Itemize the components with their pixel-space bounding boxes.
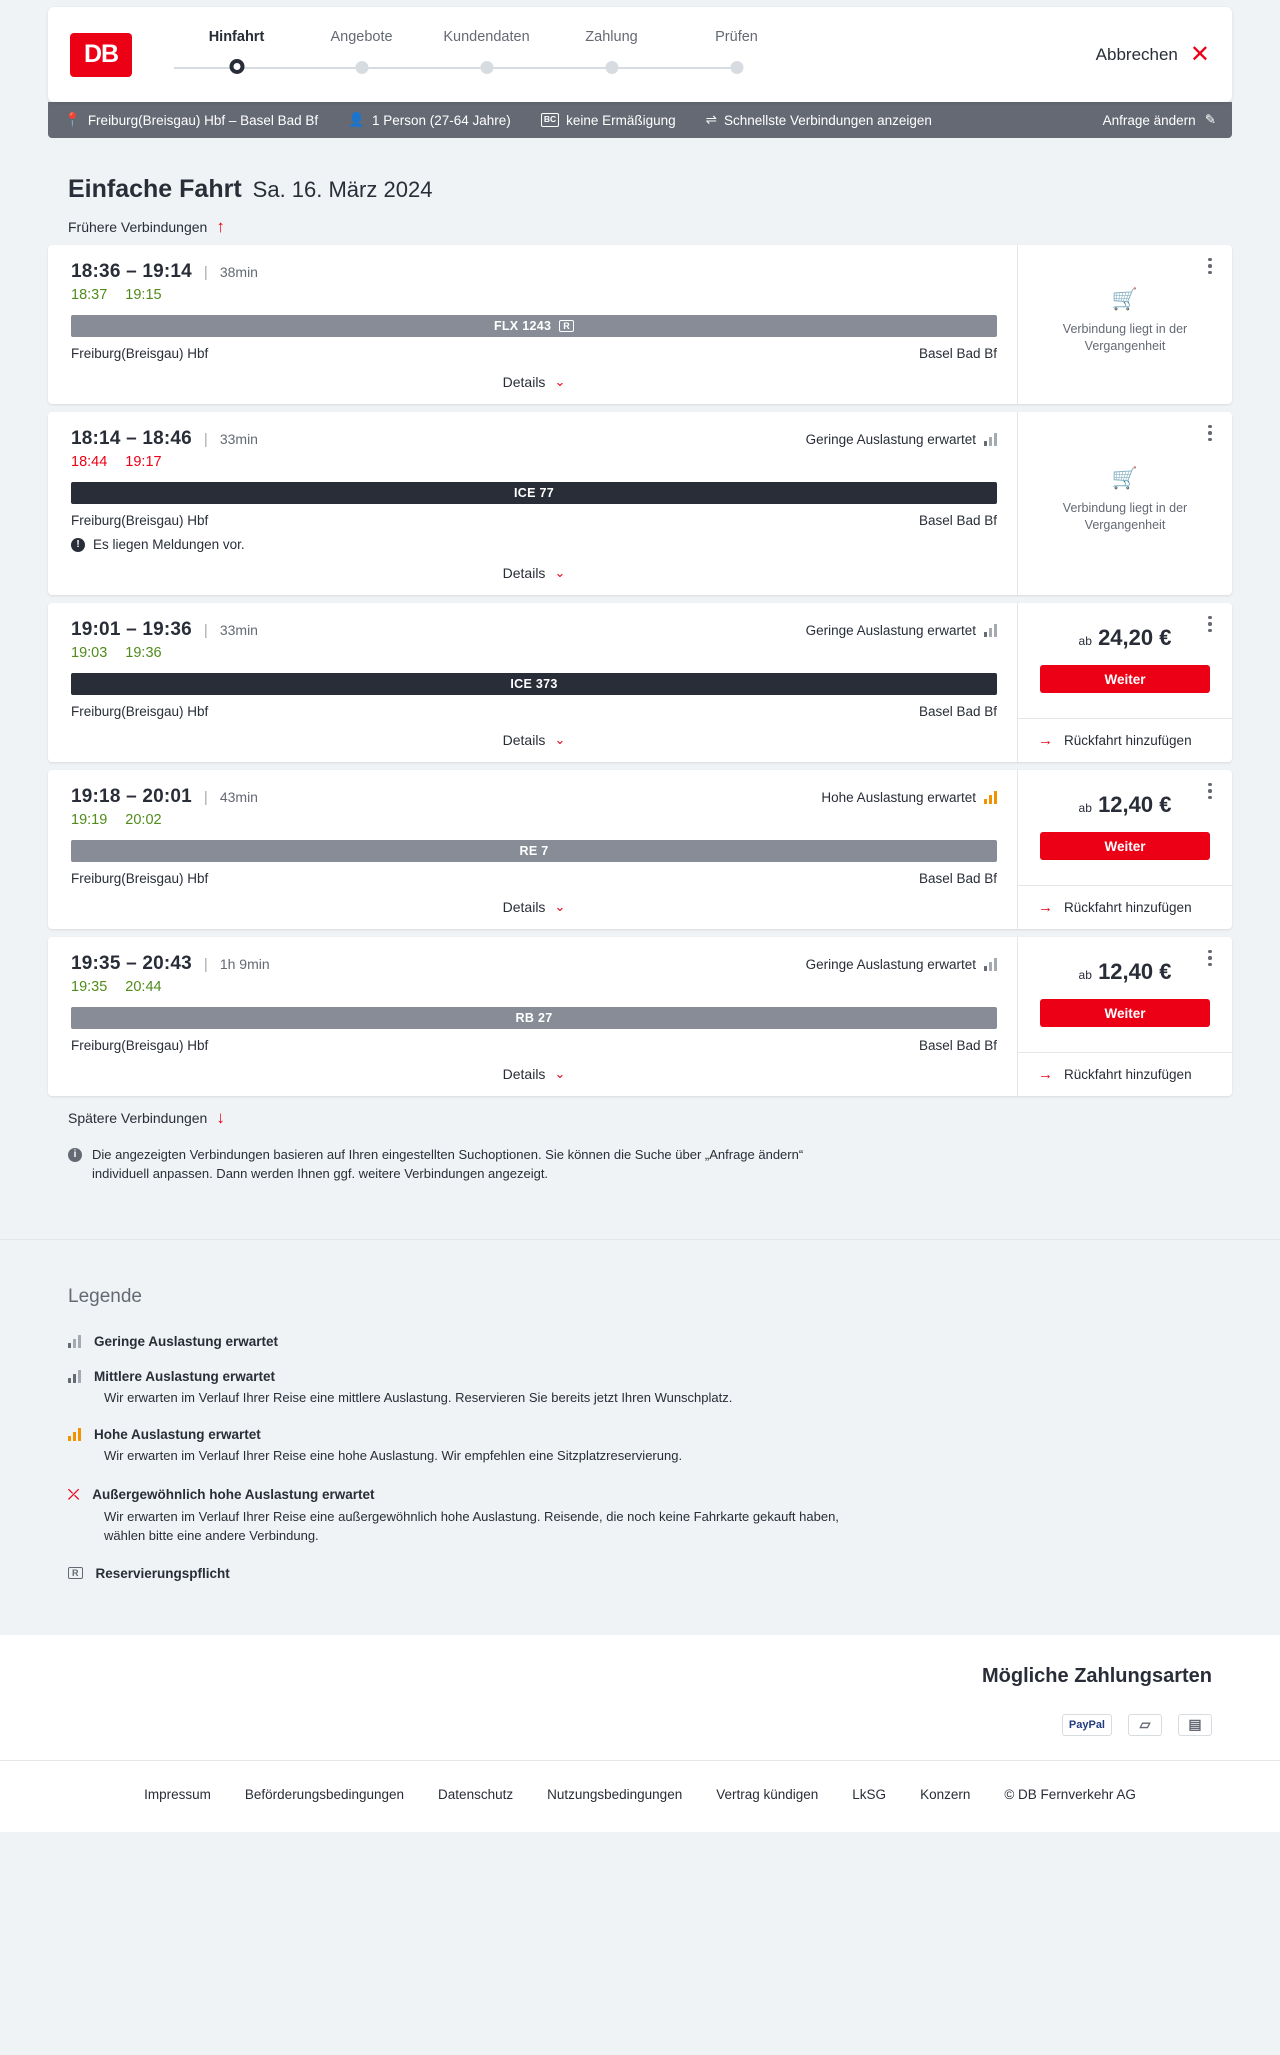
price-value: 24,20 € (1098, 625, 1172, 650)
train-bar[interactable] (71, 315, 997, 337)
step-dot-icon (355, 61, 368, 74)
add-return-label: Rückfahrt hinzufügen (1064, 1067, 1192, 1082)
details-label: Details (502, 899, 546, 915)
origin-station: Freiburg(Breisgau) Hbf (71, 1038, 209, 1053)
step-angebote[interactable] (299, 29, 424, 81)
occupancy-indicator (806, 432, 997, 447)
search-summary-bar (48, 102, 1232, 138)
footer-link-datenschutz[interactable]: Datenschutz (438, 1786, 514, 1802)
summary-travelers-label: 1 Person (27-64 Jahre) (371, 112, 511, 128)
page-title (68, 175, 1232, 204)
legend-title: Legende (68, 1285, 142, 1307)
past-connection-text: Verbindung liegt in der Vergangenheit (1062, 322, 1188, 353)
price-value: 12,40 € (1098, 792, 1172, 817)
more-options-icon[interactable] (1198, 611, 1222, 637)
more-options-icon[interactable] (1198, 778, 1222, 804)
step-dot-icon (730, 61, 743, 74)
occupancy-medium-icon (68, 1370, 81, 1383)
connection-action-panel (1017, 412, 1232, 595)
occupancy-low-icon (68, 1335, 81, 1348)
actual-arrival: 20:02 (125, 812, 162, 828)
connection-details (48, 770, 1017, 929)
actual-departure: 19:19 (71, 812, 108, 828)
connection-time-range: 19:35 – 20:43 (71, 953, 192, 974)
legend-label: Mittlere Auslastung erwartet (94, 1368, 276, 1384)
separator: | (203, 789, 208, 806)
actual-departure: 19:03 (71, 645, 108, 661)
occupancy-high-icon (68, 1428, 81, 1441)
train-name: ICE 373 (510, 677, 558, 691)
edit-search-button[interactable] (1103, 112, 1216, 128)
footer-link-vertrag-kuendigen[interactable]: Vertrag kündigen (716, 1786, 819, 1802)
pencil-icon[interactable]: ✎ (1204, 112, 1216, 127)
actual-arrival: 19:36 (125, 645, 162, 661)
close-icon[interactable]: ✕ (1189, 40, 1210, 68)
chevron-down-icon: ⌄ (554, 899, 566, 914)
reservation-required-icon: R (559, 320, 574, 332)
legend-item-mid (68, 1369, 1232, 1408)
separator: | (203, 431, 208, 448)
connection-row[interactable] (48, 245, 1232, 404)
connection-details (48, 937, 1017, 1096)
destination-station: Basel Bad Bf (918, 513, 997, 528)
more-options-icon[interactable] (1198, 420, 1222, 446)
footer (0, 1760, 1280, 1832)
person-icon: 👤 (348, 112, 365, 127)
details-toggle[interactable] (71, 361, 997, 404)
location-pin-icon: 📍 (64, 112, 81, 127)
legend-item-low (68, 1334, 1232, 1349)
summary-sorting-label: Schnellste Verbindungen anzeigen (723, 112, 932, 128)
actual-arrival: 19:15 (125, 287, 162, 303)
train-name: RB 27 (515, 1011, 553, 1025)
summary-route-label: Freiburg(Breisgau) Hbf – Basel Bad Bf (87, 112, 319, 128)
add-return-label: Rückfahrt hinzufügen (1064, 900, 1192, 915)
more-options-icon[interactable] (1198, 253, 1222, 279)
page-root (0, 7, 1280, 1832)
summary-sorting[interactable] (706, 112, 932, 128)
occupancy-label: Geringe Auslastung erwartet (805, 623, 976, 638)
footer-link-lksg[interactable]: LkSG (852, 1786, 887, 1802)
occupancy-low-icon (984, 958, 997, 971)
connection-details (48, 245, 1017, 404)
earlier-label: Frühere Verbindungen (68, 218, 208, 235)
add-return-trip-button[interactable] (1018, 1052, 1232, 1096)
connection-message[interactable] (71, 537, 997, 552)
legend-description: Wir erwarten im Verlauf Ihrer Reise eine außergewöhnlich hohe Auslastung. Reisende, die noch keine Fahrkarte gekauft haben, wählen bitte eine andere Verbindung. (104, 1508, 839, 1544)
actual-departure: 19:35 (71, 979, 108, 995)
connection-duration: 1h 9min (219, 956, 270, 972)
details-toggle[interactable] (71, 886, 997, 929)
train-bar[interactable] (71, 482, 997, 504)
creditcard-icon: ▱ (1128, 1714, 1162, 1736)
cart-icon: 🛒 (1111, 288, 1139, 312)
more-options-icon[interactable] (1198, 945, 1222, 971)
cancel-button[interactable] (1095, 40, 1210, 68)
connection-row[interactable] (48, 937, 1232, 1096)
payment-section (0, 1635, 1280, 1760)
connection-time-range: 18:36 – 19:14 (71, 261, 192, 282)
step-label: Kundendaten (443, 28, 530, 45)
trip-date-label: Sa. 16. März 2024 (252, 177, 433, 202)
footer-link-impressum[interactable]: Impressum (144, 1786, 211, 1802)
info-icon: ! (71, 538, 85, 552)
add-return-trip-button[interactable] (1018, 718, 1232, 762)
arrow-right-icon: → (1038, 899, 1053, 916)
train-bar[interactable] (71, 840, 997, 862)
connection-time-range: 18:14 – 18:46 (71, 428, 192, 449)
connection-row[interactable] (48, 412, 1232, 595)
edit-search-label: Anfrage ändern (1102, 112, 1196, 128)
occupancy-label: Geringe Auslastung erwartet (805, 957, 976, 972)
payment-title: Mögliche Zahlungsarten (981, 1664, 1212, 1687)
arrow-down-icon: ↓ (216, 1108, 225, 1127)
occupancy-label: Hohe Auslastung erwartet (821, 790, 976, 805)
origin-station: Freiburg(Breisgau) Hbf (71, 346, 209, 361)
summary-route[interactable] (64, 112, 318, 128)
price-prefix: ab (1078, 968, 1092, 982)
train-name: RE 7 (519, 844, 549, 858)
step-dot-icon (480, 61, 493, 74)
details-label: Details (502, 732, 546, 748)
train-name: ICE 77 (513, 486, 554, 500)
legend-label: Hohe Auslastung erwartet (94, 1427, 261, 1443)
footer-link-nutzungsbedingungen[interactable]: Nutzungsbedingungen (547, 1786, 683, 1802)
destination-station: Basel Bad Bf (918, 871, 997, 886)
details-label: Details (502, 374, 546, 390)
connection-action-panel (1017, 937, 1232, 1096)
connection-time-range: 19:18 – 20:01 (71, 786, 192, 807)
continue-button[interactable]: Weiter (1040, 999, 1210, 1027)
details-toggle[interactable] (71, 1053, 997, 1096)
price-prefix: ab (1078, 801, 1092, 815)
step-hinfahrt[interactable] (174, 29, 299, 81)
step-dot-icon (229, 59, 244, 74)
paypal-icon: PayPal (1062, 1714, 1112, 1736)
step-label: Zahlung (585, 28, 638, 45)
connection-details (48, 412, 1017, 595)
step-label: Angebote (330, 28, 393, 45)
connection-details (48, 603, 1017, 762)
continue-button[interactable]: Weiter (1040, 832, 1210, 860)
sort-icon: ⇌ (705, 112, 717, 127)
step-label: Hinfahrt (208, 28, 265, 45)
arrow-right-icon: → (1038, 1066, 1053, 1083)
cancel-label: Abbrechen (1095, 44, 1178, 64)
footer-copyright: © DB Fernverkehr AG (1004, 1786, 1136, 1802)
connection-duration: 38min (219, 264, 258, 280)
step-dot-icon (605, 61, 618, 74)
destination-station: Basel Bad Bf (918, 346, 997, 361)
separator: | (203, 956, 208, 973)
legend-item-reservation (68, 1566, 1232, 1581)
actual-departure: 18:44 (71, 454, 108, 470)
later-connections-button[interactable] (68, 1109, 1232, 1126)
price-prefix: ab (1078, 634, 1092, 648)
connection-action-panel (1017, 603, 1232, 762)
trip-type-label: Einfache Fahrt (68, 175, 242, 203)
legend-item-high (68, 1427, 1232, 1466)
summary-travelers[interactable] (348, 112, 511, 128)
footer-link-befoerderungsbedingungen[interactable]: Beförderungsbedingungen (244, 1786, 405, 1802)
legend-label: Reservierungspflicht (95, 1565, 230, 1581)
add-return-trip-button[interactable] (1018, 885, 1232, 929)
origin-station: Freiburg(Breisgau) Hbf (71, 513, 209, 528)
destination-station: Basel Bad Bf (918, 704, 997, 719)
connection-duration: 33min (219, 431, 258, 447)
bahncard-icon: BC (541, 113, 559, 126)
connection-duration: 33min (219, 622, 258, 638)
cart-icon: 🛒 (1111, 467, 1139, 491)
chevron-down-icon: ⌄ (554, 732, 566, 747)
occupancy-extreme-icon: ⤫ (68, 1485, 80, 1502)
later-label: Spätere Verbindungen (68, 1109, 208, 1126)
connection-time-range: 19:01 – 19:36 (71, 619, 192, 640)
step-pruefen[interactable] (674, 29, 799, 81)
origin-station: Freiburg(Breisgau) Hbf (71, 871, 209, 886)
occupancy-low-icon (984, 624, 997, 637)
legend-section (0, 1239, 1280, 1635)
invoice-icon: ▤ (1178, 1714, 1212, 1736)
step-kundendaten[interactable] (424, 29, 549, 81)
info-icon: i (68, 1148, 82, 1162)
details-toggle[interactable] (71, 552, 997, 595)
connection-action-panel (1017, 770, 1232, 929)
origin-station: Freiburg(Breisgau) Hbf (71, 704, 209, 719)
booking-header (48, 7, 1232, 102)
connection-action-panel (1017, 245, 1232, 404)
price-value: 12,40 € (1098, 959, 1172, 984)
actual-arrival: 19:17 (125, 454, 162, 470)
chevron-down-icon: ⌄ (554, 565, 566, 580)
chevron-down-icon: ⌄ (554, 1066, 566, 1081)
occupancy-low-icon (984, 433, 997, 446)
legend-item-extreme (68, 1486, 1232, 1546)
past-connection-text: Verbindung liegt in der Vergangenheit (1062, 501, 1188, 532)
details-label: Details (502, 1066, 546, 1082)
legend-description: Wir erwarten im Verlauf Ihrer Reise eine hohe Auslastung. Wir empfehlen eine Sitzplatzreservierung. (104, 1448, 683, 1464)
continue-button[interactable]: Weiter (1040, 665, 1210, 693)
details-label: Details (502, 565, 546, 581)
train-name: FLX 1243 (493, 319, 552, 333)
payment-methods (48, 1714, 1212, 1736)
step-label: Prüfen (715, 28, 758, 45)
connection-message-label: Es liegen Meldungen vor. (93, 537, 245, 552)
legend-description: Wir erwarten im Verlauf Ihrer Reise eine mittlere Auslastung. Reservieren Sie bereits jetzt Ihren Wunschplatz. (104, 1389, 733, 1405)
separator: | (203, 264, 208, 281)
earlier-connections-button[interactable] (68, 218, 1232, 235)
occupancy-high-icon (984, 791, 997, 804)
chevron-down-icon: ⌄ (554, 374, 566, 389)
details-toggle[interactable] (71, 719, 997, 762)
train-bar[interactable] (71, 673, 997, 695)
occupancy-indicator (806, 623, 997, 638)
arrow-right-icon: → (1038, 732, 1053, 749)
connection-row[interactable] (48, 770, 1232, 929)
reservation-required-icon: R (68, 1567, 83, 1579)
separator: | (203, 622, 208, 639)
summary-discount-label: keine Ermäßigung (566, 112, 676, 128)
summary-discount[interactable] (541, 113, 676, 128)
occupancy-indicator (821, 790, 997, 805)
connection-row[interactable] (48, 603, 1232, 762)
occupancy-indicator (806, 957, 997, 972)
search-hint (68, 1146, 838, 1184)
footer-link-konzern[interactable]: Konzern (920, 1786, 971, 1802)
actual-departure: 18:37 (71, 287, 108, 303)
occupancy-label: Geringe Auslastung erwartet (805, 432, 976, 447)
connection-duration: 43min (219, 789, 258, 805)
search-hint-text: Die angezeigten Verbindungen basieren auf Ihren eingestellten Suchoptionen. Sie können die Suche über „Anfrage ändern“ individuell anpassen. Dann werden Ihnen ggf. weitere Verbindungen angezeigt. (92, 1147, 804, 1181)
step-zahlung[interactable] (549, 29, 674, 81)
legend-label: Außergewöhnlich hohe Auslastung erwartet (92, 1486, 375, 1502)
db-logo[interactable]: DB (70, 33, 132, 77)
arrow-up-icon: ↑ (216, 217, 225, 236)
actual-arrival: 20:44 (125, 979, 162, 995)
train-bar[interactable] (71, 1007, 997, 1029)
booking-stepper (174, 29, 799, 81)
destination-station: Basel Bad Bf (918, 1038, 997, 1053)
main-content (0, 175, 1280, 1184)
add-return-label: Rückfahrt hinzufügen (1064, 733, 1192, 748)
legend-label: Geringe Auslastung erwartet (94, 1333, 279, 1349)
